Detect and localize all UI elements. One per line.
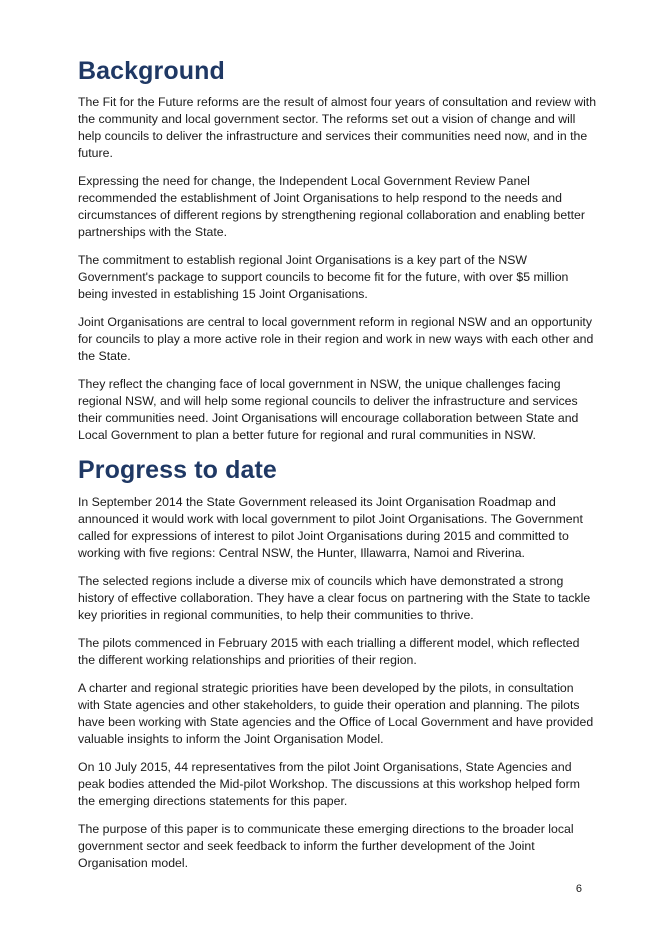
paragraph: They reflect the changing face of local government in NSW, the unique challenges facing regional NSW, and will help some regional councils to deliver the infrastructure and services their communities need. Joint Organisations will encourage collaboration between State and Local Government to plan a better future for regional and rural communities in NSW. [78, 377, 579, 442]
section-background [78, 56, 598, 444]
document-page [78, 56, 598, 883]
paragraph: The purpose of this paper is to communicate these emerging directions to the broader local government sector and seek feedback to inform the further development of the Joint Organisation model. [78, 822, 574, 870]
section-progress-to-date [78, 455, 598, 872]
section-heading-progress-to-date: Progress to date [78, 456, 277, 484]
paragraph: The Fit for the Future reforms are the result of almost four years of consultation and review with the community and local government sector. The reforms set out a vision of change and will help councils to deliver the infrastructure and services their communities need now, and in the future. [78, 95, 597, 160]
paragraph: A charter and regional strategic priorities have been developed by the pilots, in consultation with State agencies and other stakeholders, to guide their operation and planning. The pilots have been working with State agencies and the Office of Local Government and have provided valuable insights to inform the Joint Organisation Model. [78, 681, 594, 746]
paragraph: The selected regions include a diverse mix of councils which have demonstrated a strong history of effective collaboration. They have a clear focus on partnering with the State to tackle key priorities in regional communities, to help their communities to thrive. [78, 574, 591, 622]
section-heading-background: Background [78, 57, 225, 85]
paragraph: In September 2014 the State Government released its Joint Organisation Roadmap and announced it would work with local government to pilot Joint Organisations. The Government called for expressions of interest to pilot Joint Organisations during 2015 and committed to working with five regions: Central NSW, the Hunter, Illawarra, Namoi and Riverina. [78, 495, 583, 560]
paragraph: The pilots commenced in February 2015 with each trialling a different model, which reflected the different working relationships and priorities of their region. [78, 636, 580, 667]
page-number: 6 [575, 883, 582, 895]
paragraph: Expressing the need for change, the Independent Local Government Review Panel recommended the establishment of Joint Organisations to help respond to the needs and circumstances of different regions by strengthening regional collaboration and enabling better partnerships with the State. [78, 174, 585, 239]
paragraph: Joint Organisations are central to local government reform in regional NSW and an opportunity for councils to play a more active role in their region and work in new ways with each other and the State. [78, 315, 594, 363]
paragraph: The commitment to establish regional Joint Organisations is a key part of the NSW Government's package to support councils to become fit for the future, with over $5 million being invested in establishing 15 Joint Organisations. [78, 253, 569, 301]
paragraph: On 10 July 2015, 44 representatives from the pilot Joint Organisations, State Agencies and peak bodies attended the Mid-pilot Workshop. The discussions at this workshop helped form the emerging directions statements for this paper. [78, 760, 580, 808]
